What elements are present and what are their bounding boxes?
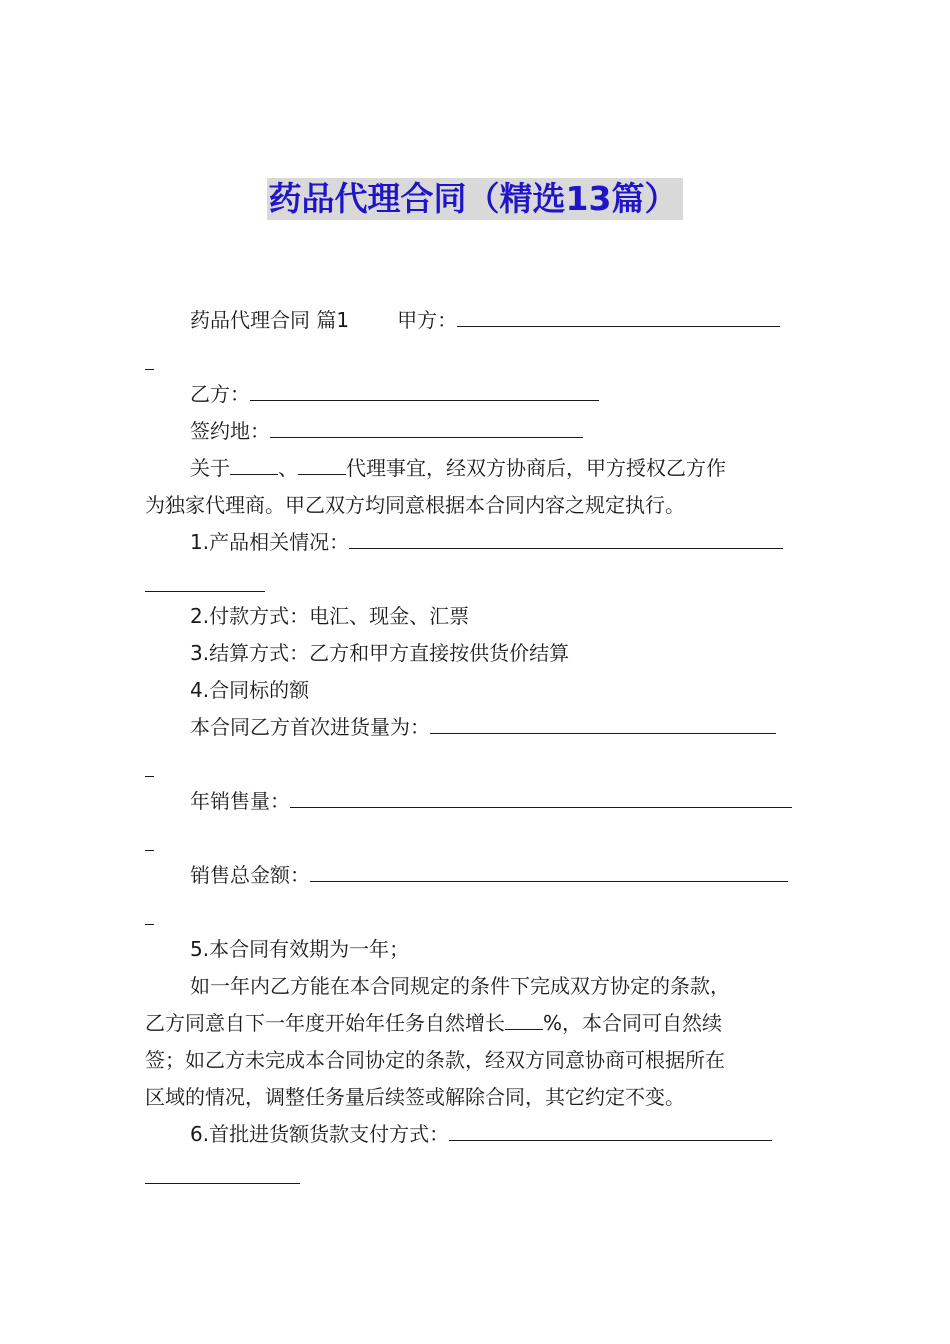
agency-text-c: 代理事宜，经双方协商后，甲方授权乙方作 [346, 456, 726, 480]
blank-stub [145, 339, 154, 370]
renewal-text-1: 如一年内乙方能在本合同规定的条件下完成双方协定的条款， [190, 974, 730, 998]
renewal-text-2a: 乙方同意自下一年度开始年任务自然增长 [145, 1011, 505, 1035]
annual-sales-line [145, 783, 807, 820]
party-a-label: 甲方： [397, 308, 458, 332]
term-line [145, 931, 807, 968]
product-label: 1.产品相关情况： [190, 530, 350, 554]
annual-sales-blank [290, 783, 792, 808]
first-purchase-continuation [145, 746, 807, 783]
payment-text: 2.付款方式：电汇、现金、汇票 [190, 604, 470, 628]
signing-place-blank [270, 413, 583, 438]
annual-sales-stub [145, 820, 154, 851]
renewal-text-4: 区域的情况，调整任务量后续签或解除合同，其它约定不变。 [145, 1085, 685, 1109]
settlement-text: 3.结算方式：乙方和甲方直接按供货价结算 [190, 641, 570, 665]
first-purchase-label: 本合同乙方首次进货量为： [190, 715, 430, 739]
party-b-line [145, 376, 807, 413]
para-heading-line [145, 302, 807, 339]
annual-sales-continuation [145, 820, 807, 857]
first-payment-blank [449, 1116, 772, 1141]
renewal-line-1 [145, 968, 807, 1005]
agency-text-d: 为独家代理商。甲乙双方均同意根据本合同内容之规定执行。 [145, 493, 685, 517]
signing-place-line [145, 413, 807, 450]
agency-text-a: 关于 [190, 456, 230, 480]
total-sales-stub [145, 894, 154, 925]
growth-percent-blank [505, 1005, 543, 1030]
product-blank [349, 524, 783, 549]
first-purchase-stub [145, 746, 154, 777]
agency-line-2 [145, 487, 807, 524]
signing-place-label: 签约地： [190, 419, 270, 443]
payment-line [145, 598, 807, 635]
renewal-line-2 [145, 1005, 807, 1042]
product-blank-1 [230, 450, 278, 475]
total-sales-line [145, 857, 807, 894]
contract-body [145, 302, 807, 1190]
title-wrap [0, 178, 950, 220]
product-stub [145, 561, 265, 592]
blank-continuation [145, 339, 807, 376]
agency-line [145, 450, 807, 487]
total-sales-continuation [145, 894, 807, 931]
product-line [145, 524, 807, 561]
first-payment-label: 6.首批进货额货款支付方式： [190, 1122, 450, 1146]
term-text: 5.本合同有效期为一年； [190, 937, 410, 961]
agency-text-b: 、 [278, 456, 298, 480]
party-b-blank [250, 376, 599, 401]
total-sales-label: 销售总金额： [190, 863, 310, 887]
section-heading: 药品代理合同 篇1 [190, 308, 350, 332]
product-continuation [145, 561, 807, 598]
renewal-line-3 [145, 1042, 807, 1079]
renewal-text-2b: %，本合同可自然续 [543, 1011, 723, 1035]
total-sales-blank [310, 857, 788, 882]
settlement-line [145, 635, 807, 672]
first-purchase-blank [430, 709, 776, 734]
first-payment-stub [145, 1153, 300, 1184]
amount-text: 4.合同标的额 [190, 678, 310, 702]
annual-sales-label: 年销售量： [190, 789, 290, 813]
party-b-label: 乙方： [190, 382, 250, 406]
document-title: 药品代理合同（精选13篇） [267, 178, 684, 220]
renewal-text-3: 签；如乙方未完成本合同协定的条款，经双方同意协商可根据所在 [145, 1048, 725, 1072]
amount-line [145, 672, 807, 709]
first-payment-continuation [145, 1153, 807, 1190]
product-blank-2 [298, 450, 346, 475]
first-purchase-line [145, 709, 807, 746]
party-a-blank [457, 302, 780, 327]
first-payment-line [145, 1116, 807, 1153]
renewal-line-4 [145, 1079, 807, 1116]
